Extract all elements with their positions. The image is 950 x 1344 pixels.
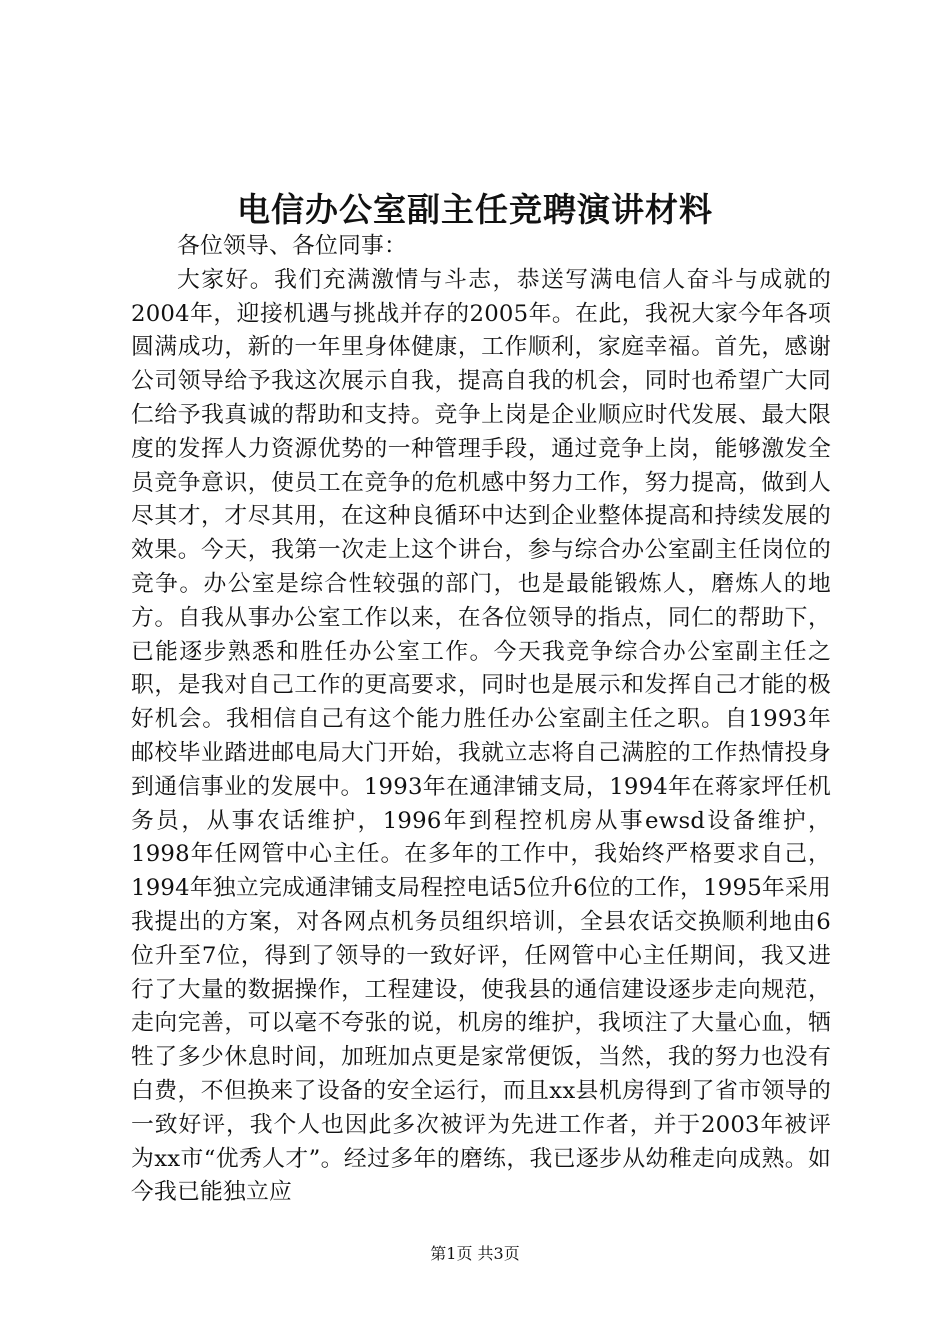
document-title: 电信办公室副主任竞聘演讲材料: [237, 190, 713, 229]
page-footer: 第1页 共3页: [430, 1244, 520, 1263]
body-paragraph: 大家好。我们充满激情与斗志，恭送写满电信人奋斗与成就的2004年，迎接机遇与挑战并存的2005年。在此，我祝大家今年各项圆满成功，新的一年里身体健康，工作顺利，家庭幸福。首先，感谢公司领导给予我这次展示自我，提高自我的机会，同时也希望广大同仁给予我真诚的帮助和支持。竞争上岗是企业顺应时代发展、最大限度的发挥人力资源优势的一种管理手段，通过竞争上岗，能够激发全员竞争意识，使员工在竞争的危机感中努力工作，努力提高，做到人尽其才，才尽其用，在这种良循环中达到企业整体提高和持续发展的效果。今天，我第一次走上这个讲台，参与综合办公室副主任岗位的竞争。办公室是综合性较强的部门，也是最能锻炼人，磨炼人的地方。自我从事办公室工作以来，在各位领导的指点，同仁的帮助下，已能逐步熟悉和胜任办公室工作。今天我竞争综合办公室副主任之职，是我对自己工作的更高要求，同时也是展示和发挥自己才能的极好机会。我相信自己有这个能力胜任办公室副主任之职。自1993年邮校毕业踏进邮电局大门开始，我就立志将自己满腔的工作热情投身到通信事业的发展中。1993年在通津铺支局，1994年在蒋家坪任机务员，从事农话维护，1996年到程控机房从事ewsd设备维护，1998年任网管中心主任。在多年的工作中，我始终严格要求自己，1994年独立完成通津铺支局程控电话5位升6位的工作，1995年采用我提出的方案，对各网点机务员组织培训，全县农话交换顺利地由6位升至7位，得到了领导的一致好评，任网管中心主任期间，我又进行了大量的数据操作，工程建设，使我县的通信建设逐步走向规范，走向完善，可以毫不夸张的说，机房的维护，我顷注了大量心血，牺牲了多少休息时间，加班加点更是家常便饭，当然，我的努力也没有白费，不但换来了设备的安全运行，而且xx县机房得到了省市领导的一致好评，我个人也因此多次被评为先进工作者，并于2003年被评为xx市“优秀人才”。经过多年的磨练，我已逐步从幼稚走向成熟。如今我已能独立应: [131, 266, 831, 1206]
salutation: 各位领导、各位同事：: [177, 233, 407, 259]
document-body: [131, 230, 831, 1210]
